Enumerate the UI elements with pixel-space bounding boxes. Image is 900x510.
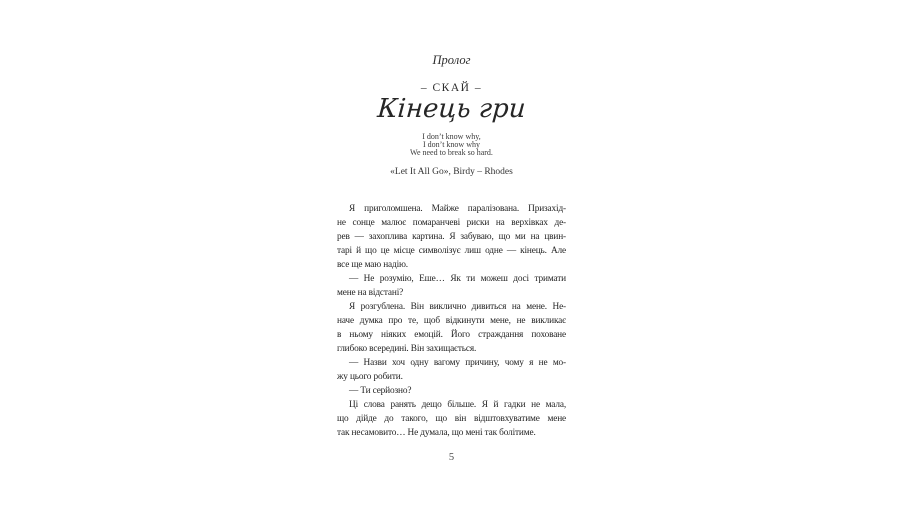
body-line: не сонце малює помаранчеві риски на верхівках де- bbox=[337, 218, 566, 228]
body-line: глибоко всередині. Він захищається. bbox=[337, 344, 477, 354]
body-line: — Не розумію, Еше… Як ти можеш досі тримати bbox=[349, 274, 566, 284]
body-line: — Ти серйозно? bbox=[349, 386, 412, 396]
body-line: так несамовито… Не думала, що мені так болітиме. bbox=[337, 428, 536, 438]
epigraph-line: We need to break so hard. bbox=[410, 148, 493, 158]
text-column bbox=[337, 0, 566, 510]
body-line: все ще маю надію. bbox=[337, 260, 408, 270]
body-line: тарі й що це місце символізує лиш одне — кінець. Але bbox=[337, 246, 566, 256]
epigraph-line: I don’t know why, bbox=[422, 132, 481, 141]
body-line: що дійде до такого, що він відштовхуватиме мене bbox=[337, 414, 566, 424]
page-number: 5 bbox=[448, 452, 455, 463]
body-line: Я розгублена. Він виклично дивиться на мене. Не- bbox=[349, 302, 566, 312]
body-text bbox=[337, 202, 566, 440]
epigraph-attribution: «Let It All Go», Birdy – Rhodes bbox=[390, 167, 513, 177]
body-line: мене на відстані? bbox=[337, 288, 404, 298]
epigraph bbox=[337, 133, 566, 158]
pov-label: – СКАЙ – bbox=[420, 82, 483, 94]
body-line: жу цього робити. bbox=[337, 372, 403, 382]
body-line: рев — захоплива картина. Я забуваю, що ми на цвин- bbox=[337, 232, 566, 242]
body-line: Я приголомшена. Майже паралізована. Призахід- bbox=[349, 204, 566, 214]
body-line: — Назви хоч одну вагому причину, чому я не мо- bbox=[349, 358, 566, 368]
chapter-title: Кінець гри bbox=[376, 94, 527, 124]
epigraph-line: I don’t know why bbox=[423, 140, 480, 150]
section-label: Пролог bbox=[432, 53, 471, 67]
body-line: в ньому ніяких емоцій. Його страждання поховане bbox=[337, 330, 566, 340]
body-line: Ці слова ранять дещо більше. Я й гадки не мала, bbox=[349, 400, 566, 410]
body-line: наче думка про те, щоб відкинути мене, не викликає bbox=[337, 316, 566, 326]
